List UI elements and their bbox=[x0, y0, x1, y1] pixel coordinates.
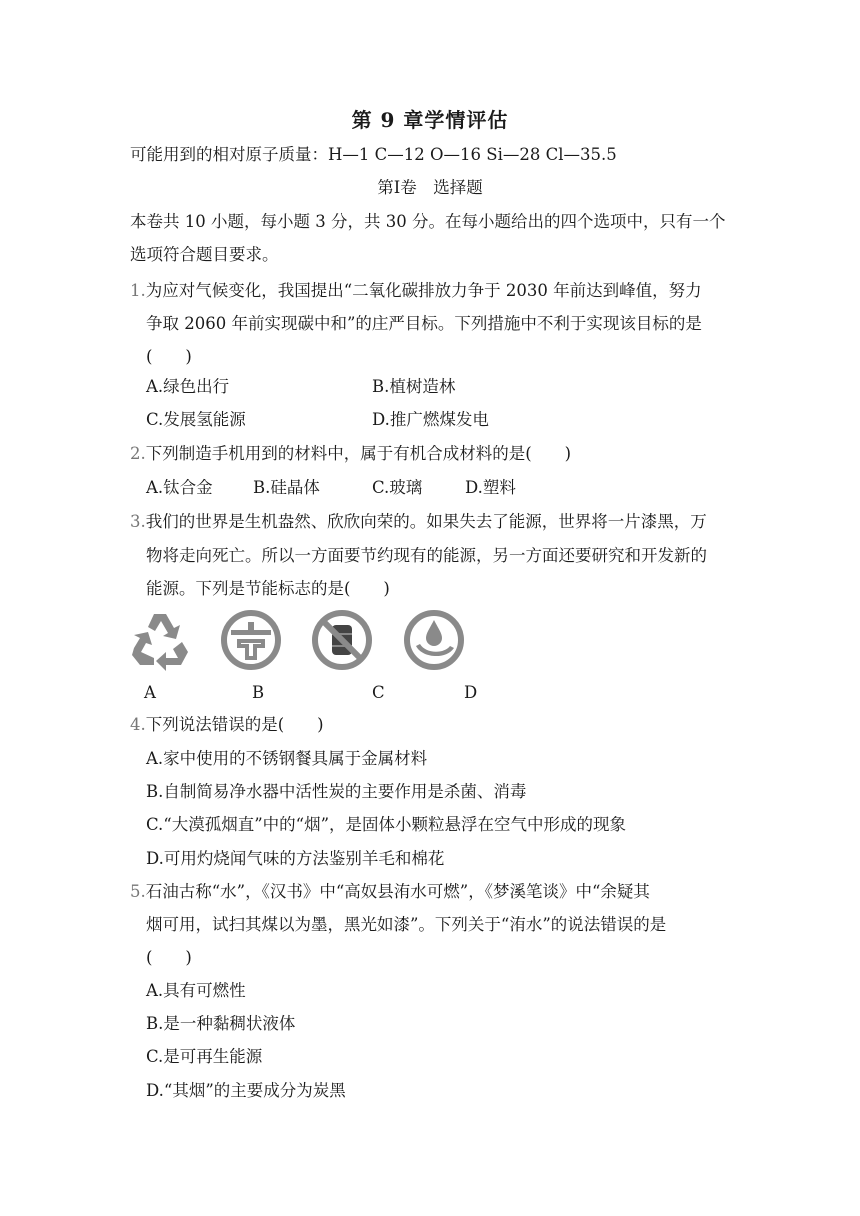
question-5-line-2: 烟可用，试扫其煤以为墨，黑光如漆”。下列关于“洧水”的说法错误的是 bbox=[146, 915, 667, 934]
question-number: 1. bbox=[130, 281, 146, 300]
icon-label-d: D bbox=[464, 683, 478, 702]
question-4-option-b: B.自制简易净水器中活性炭的主要作用是杀菌、消毒 bbox=[146, 782, 527, 801]
question-1-line-3: ( ) bbox=[146, 347, 192, 366]
question-2-option-c: C.玻璃 bbox=[372, 478, 423, 497]
recycle-icon bbox=[128, 608, 192, 672]
question-3-line-1: 3.我们的世界是生机盎然、欣欣向荣的。如果失去了能源，世界将一片漆黑，万 bbox=[130, 512, 707, 531]
water-saving-icon bbox=[402, 608, 466, 672]
question-number: 4. bbox=[130, 715, 146, 734]
question-number: 5. bbox=[130, 882, 146, 901]
question-2-option-b: B.硅晶体 bbox=[253, 478, 320, 497]
no-oil-barrel-icon bbox=[310, 608, 374, 672]
question-2-option-d: D.塑料 bbox=[465, 478, 516, 497]
question-1-line-2: 争取 2060 年前实现碳中和”的庄严目标。下列措施中不利于实现该目标的是 bbox=[146, 314, 702, 333]
question-4-option-d: D.可用灼烧闻气味的方法鉴别羊毛和棉花 bbox=[146, 849, 445, 868]
icon-label-c: C bbox=[372, 683, 385, 702]
icon-label-a: A bbox=[144, 683, 156, 702]
question-5-option-b: B.是一种黏稠状液体 bbox=[146, 1014, 296, 1033]
section-instruction-line-2: 选项符合题目要求。 bbox=[130, 245, 279, 264]
question-5-option-a: A.具有可燃性 bbox=[146, 981, 246, 1000]
question-5-line-3: ( ) bbox=[146, 948, 192, 967]
icon-label-b: B bbox=[252, 683, 265, 702]
question-4-line-1: 4.下列说法错误的是( ) bbox=[130, 715, 324, 734]
question-1-option-b: B.植树造林 bbox=[372, 377, 456, 396]
question-5-line-1: 5.石油古称“水”，《汉书》中“高奴县洧水可燃”，《梦溪笔谈》中“余疑其 bbox=[130, 882, 650, 901]
question-1-line-1: 1.为应对气候变化，我国提出“二氧化碳排放力争于 2030 年前达到峰值，努力 bbox=[130, 281, 702, 300]
question-4-option-c: C.“大漠孤烟直”中的“烟”，是固体小颗粒悬浮在空气中形成的现象 bbox=[146, 815, 627, 834]
question-number: 2. bbox=[130, 444, 146, 463]
question-5-option-c: C.是可再生能源 bbox=[146, 1047, 263, 1066]
section-heading: 第Ⅰ卷 选择题 bbox=[377, 178, 483, 197]
question-1-option-d: D.推广燃煤发电 bbox=[372, 410, 489, 429]
question-3-line-3: 能源。下列是节能标志的是( ) bbox=[146, 579, 390, 598]
section-instruction-line-1: 本卷共 10 小题，每小题 3 分，共 30 分。在每小题给出的四个选项中，只有一个 bbox=[130, 212, 726, 231]
page-title: 第 9 章学情评估 bbox=[351, 108, 509, 132]
energy-saving-icon bbox=[219, 608, 283, 672]
atomic-mass-note: 可能用到的相对原子质量：H—1 C—12 O—16 Si—28 Cl—35.5 bbox=[130, 145, 617, 164]
question-2-line-1: 2.下列制造手机用到的材料中，属于有机合成材料的是( ) bbox=[130, 444, 572, 463]
question-5-option-d: D.“其烟”的主要成分为炭黑 bbox=[146, 1081, 346, 1100]
question-2-option-a: A.钛合金 bbox=[146, 478, 213, 497]
question-1-option-c: C.发展氢能源 bbox=[146, 410, 246, 429]
question-number: 3. bbox=[130, 512, 146, 531]
question-4-option-a: A.家中使用的不锈钢餐具属于金属材料 bbox=[146, 749, 428, 768]
question-1-option-a: A.绿色出行 bbox=[146, 377, 230, 396]
question-3-line-2: 物将走向死亡。所以一方面要节约现有的能源，另一方面还要研究和开发新的 bbox=[146, 546, 707, 565]
